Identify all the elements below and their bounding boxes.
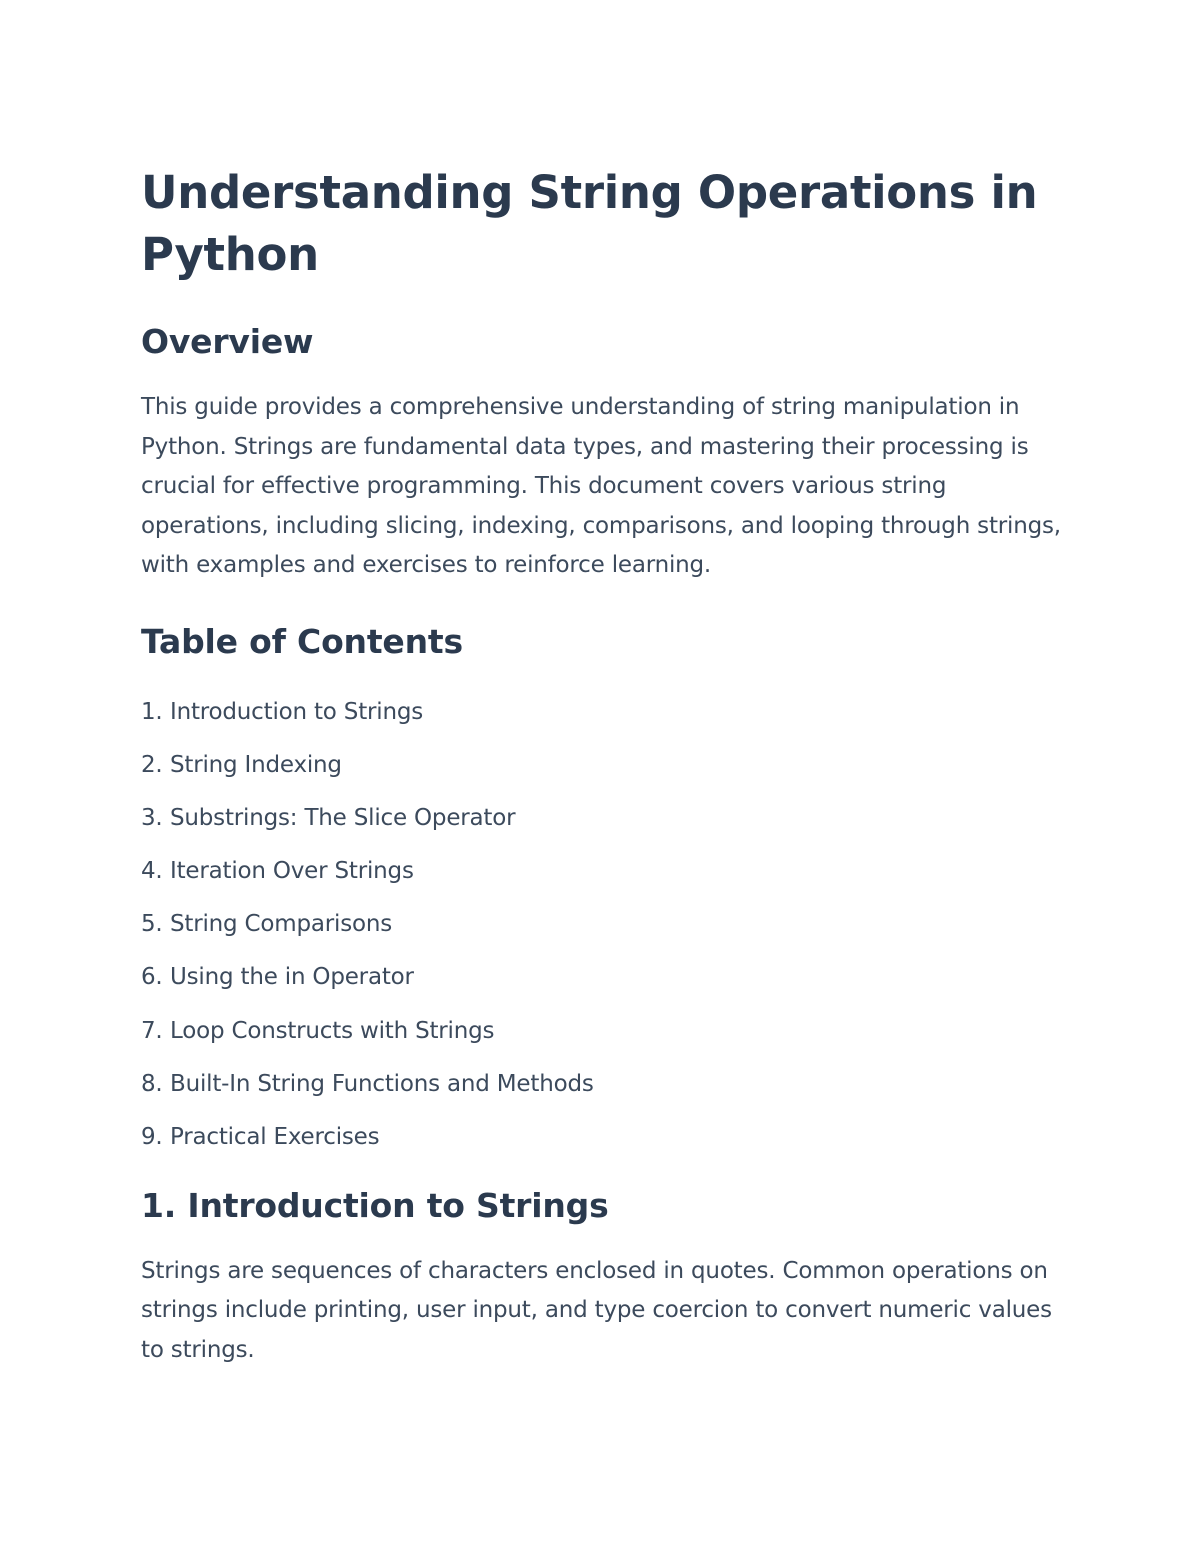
toc-item-label: String Comparisons [170,911,393,938]
toc-item-label: Using the in Operator [170,964,414,991]
toc-heading: Table of Contents [141,621,463,661]
table-of-contents [141,686,1071,1164]
toc-item-number: 4. [141,858,163,885]
toc-item-label: Iteration Over Strings [170,858,414,885]
toc-item-number: 9. [141,1123,163,1150]
intro-heading: 1. Introduction to Strings [141,1185,609,1225]
toc-item-label: Loop Constructs with Strings [170,1017,495,1044]
document-page [141,162,1071,1371]
page-title: Understanding String Operations in Python [141,166,1038,281]
toc-item [141,951,1071,1004]
toc-item [141,845,1071,898]
overview-heading: Overview [141,322,314,361]
overview-paragraph: This guide provides a comprehensive understanding of string manipulation in Python. Strings are fundamental data types, and mastering their processing is crucial for effective programming. This document covers various string operations, including slicing, indexing, comparisons, and looping through strings, with examples and exercises to reinforce learning. [141,394,1061,579]
toc-item-number: 3. [141,805,163,832]
toc-item-number: 2. [141,752,163,779]
toc-item-label: Substrings: The Slice Operator [170,805,516,832]
toc-item-number: 6. [141,964,163,991]
toc-item-number: 7. [141,1017,163,1044]
toc-item-label: String Indexing [170,752,342,779]
toc-item [141,1005,1071,1058]
toc-item [141,686,1071,739]
intro-paragraph: Strings are sequences of characters enclosed in quotes. Common operations on strings include printing, user input, and type coercion to convert numeric values to strings. [141,1257,1052,1363]
toc-item-label: Built-In String Functions and Methods [170,1070,594,1097]
toc-item-label: Practical Exercises [170,1123,380,1150]
toc-item [141,1058,1071,1111]
toc-item-number: 5. [141,911,163,938]
toc-item [141,1111,1071,1164]
toc-item [141,739,1071,792]
toc-item-label: Introduction to Strings [170,698,424,725]
toc-item-number: 8. [141,1070,163,1097]
toc-item [141,898,1071,951]
toc-item [141,792,1071,845]
toc-item-number: 1. [141,698,163,725]
